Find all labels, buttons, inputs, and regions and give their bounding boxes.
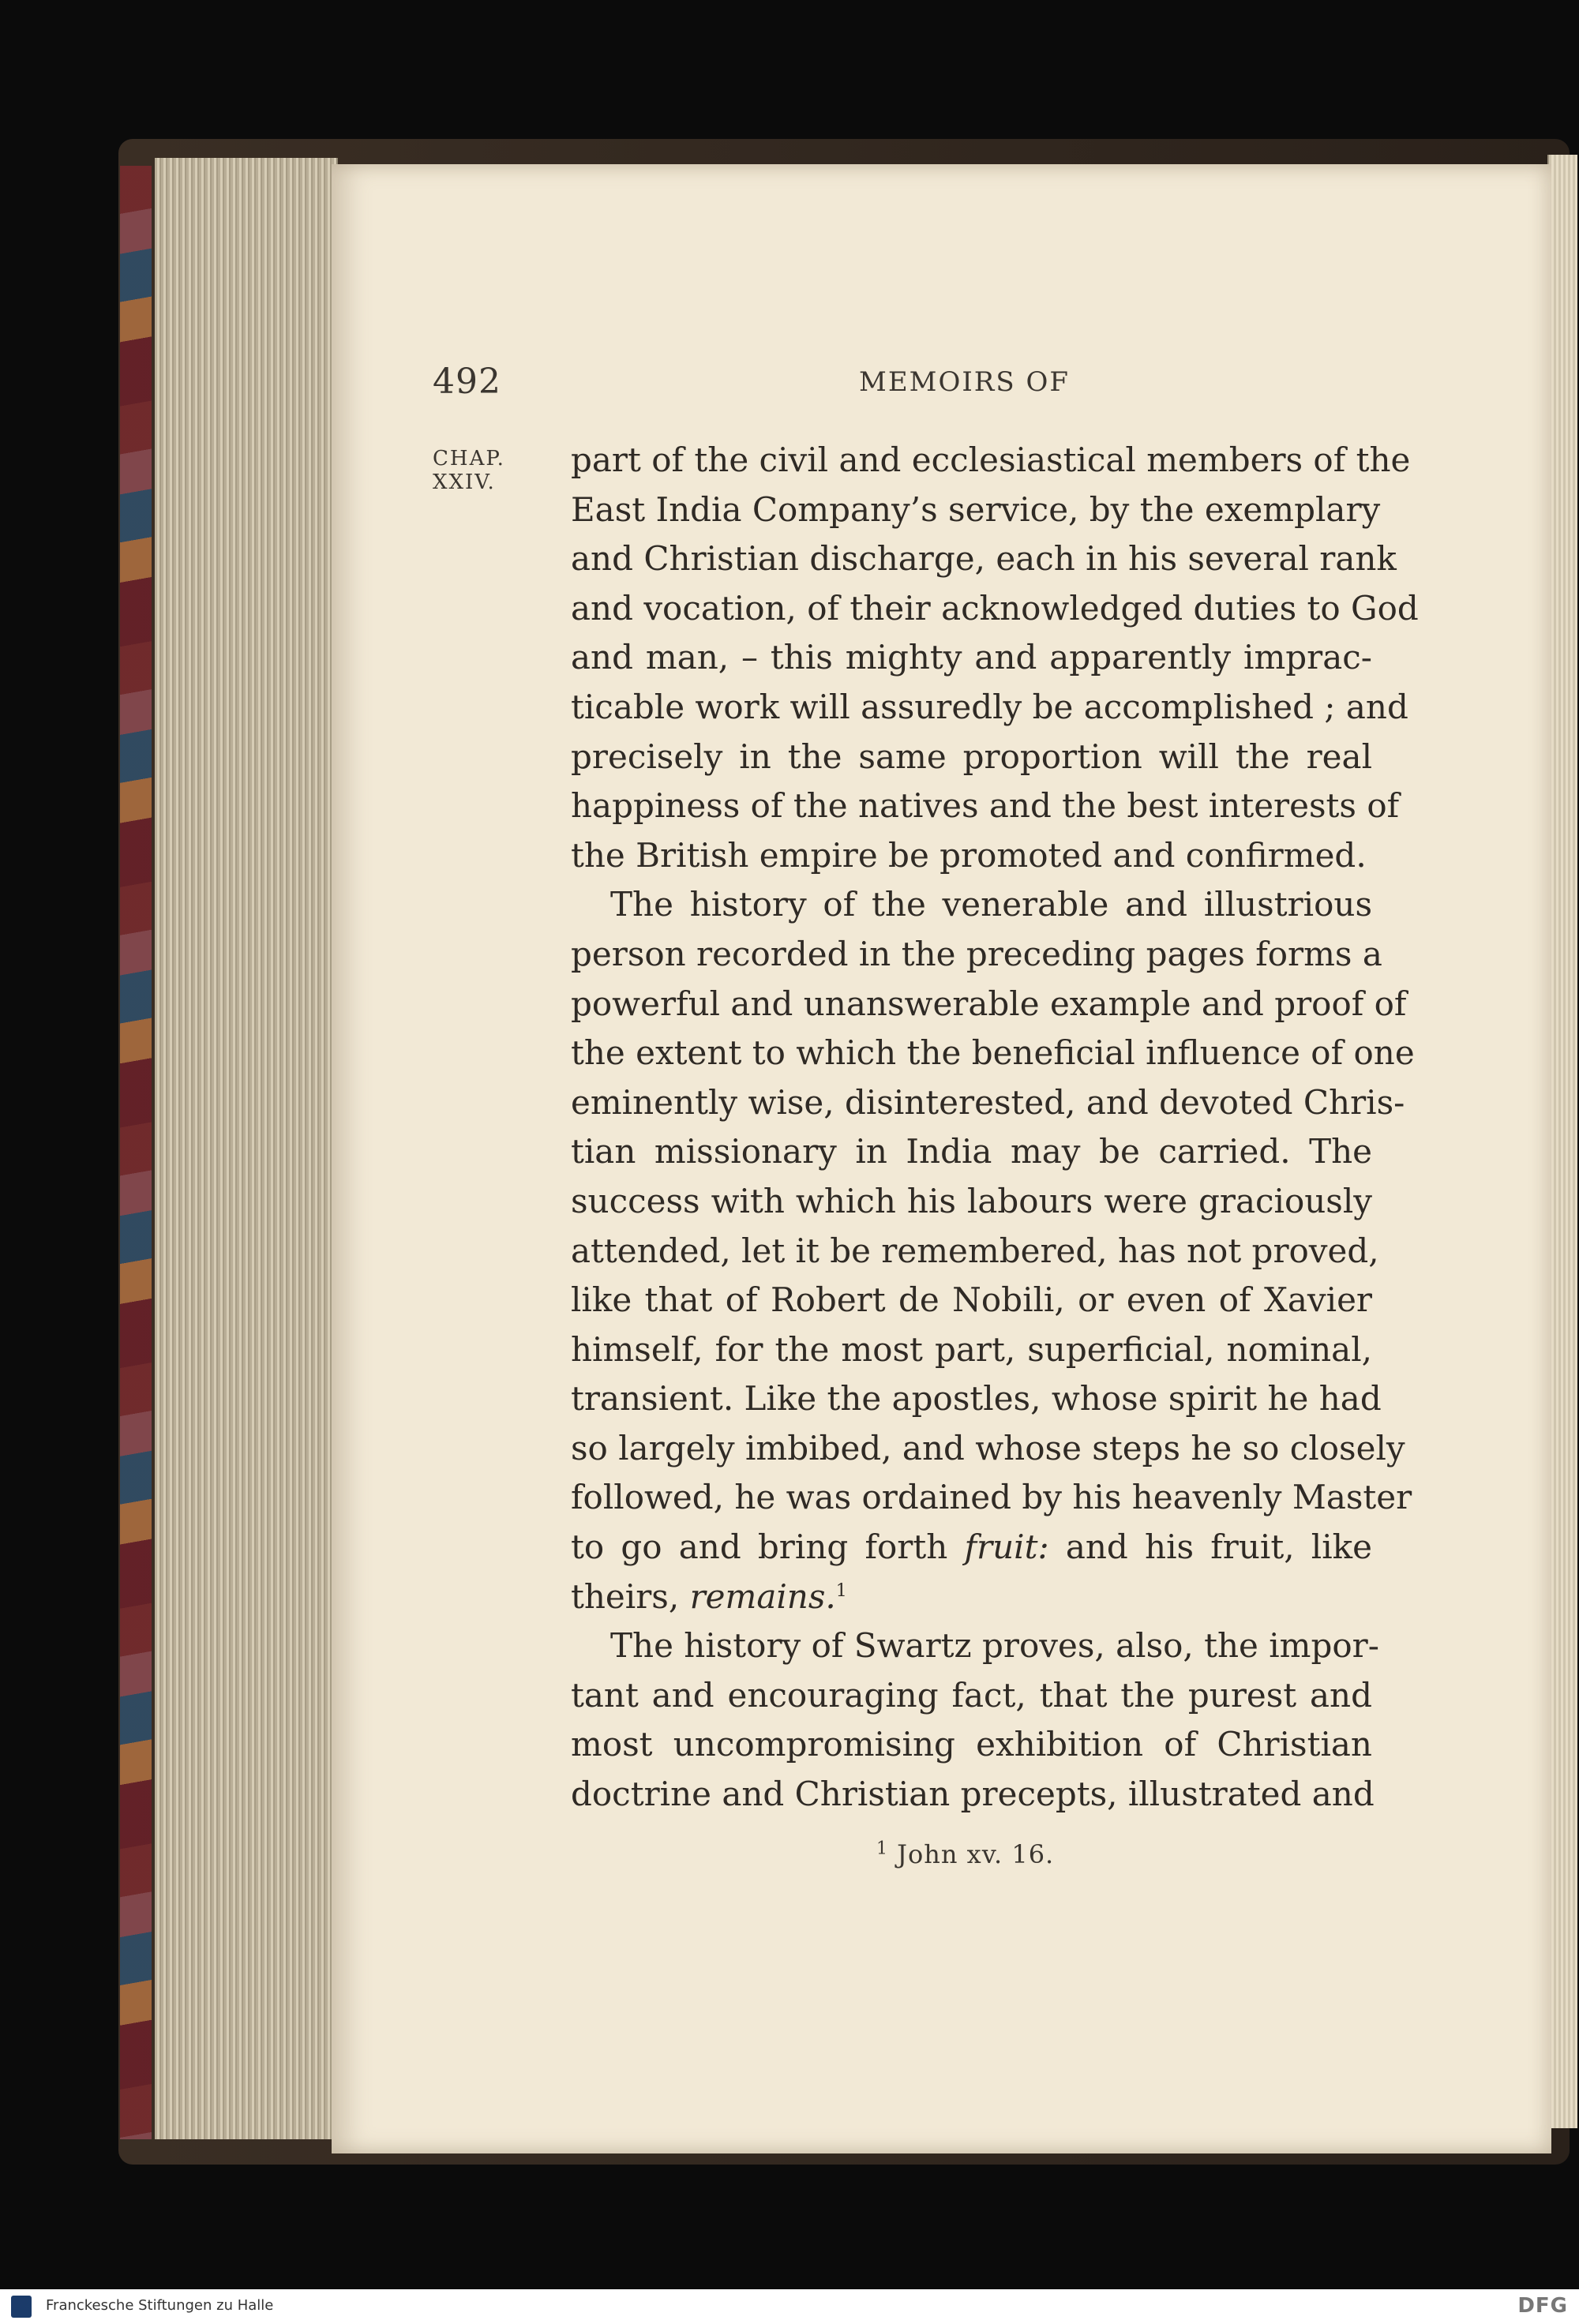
text-line: eminently wise, disinterested, and devoted Chris- — [571, 1082, 1405, 1122]
institution-logo-icon — [11, 2296, 32, 2318]
text-line: happiness of the natives and the best interests of — [571, 786, 1400, 826]
italic-fruit: fruit: — [964, 1527, 1049, 1567]
text-line: the extent to which the beneficial influence of one — [571, 1033, 1415, 1073]
text-line — [571, 1572, 1372, 1622]
chapter-label-line1: CHAP. — [433, 447, 505, 470]
chapter-label-line2: XXIV. — [433, 470, 496, 494]
text-line: and man, – this mighty and apparently imprac- — [571, 638, 1372, 677]
text-line: so largely imbibed, and whose steps he so closely — [571, 1428, 1405, 1467]
text-line: most uncompromising exhibition of Christian — [571, 1725, 1372, 1764]
text-line: precisely in the same proportion will the real — [571, 737, 1372, 776]
text-segment: to go and bring forth — [571, 1527, 948, 1567]
running-title: MEMOIRS OF — [859, 366, 1070, 398]
text-line: powerful and unanswerable example and proof of — [571, 984, 1407, 1023]
footer-brand: DFG — [1517, 2294, 1568, 2318]
marbled-endpaper — [120, 166, 152, 2139]
text-line: transient. Like the apostles, whose spirit he had — [571, 1379, 1382, 1419]
text-line: attended, let it be remembered, has not proved, — [571, 1231, 1379, 1270]
text-line: part of the civil and ecclesiastical members of the — [571, 440, 1411, 479]
footer-bar — [0, 2289, 1579, 2324]
text-line: followed, he was ordained by his heavenly Master — [571, 1478, 1412, 1517]
page-header — [433, 362, 1372, 409]
text-line: The history of the venerable and illustrious — [610, 885, 1372, 924]
footnote-number: 1 — [876, 1839, 888, 1859]
italic-remains: remains. — [689, 1576, 836, 1616]
text-line: himself, for the most part, superficial, nominal, — [571, 1329, 1372, 1369]
text-line: The history of Swartz proves, also, the impor- — [610, 1626, 1379, 1666]
text-line: success with which his labours were graciously — [571, 1181, 1372, 1220]
text-line: tian missionary in India may be carried. The — [571, 1132, 1372, 1171]
text-segment: theirs, — [571, 1576, 680, 1616]
text-line: and vocation, of their acknowledged duties to God — [571, 588, 1419, 628]
text-line: and Christian discharge, each in his several rank — [571, 539, 1397, 579]
footnote — [876, 1839, 1054, 1869]
text-line — [571, 1523, 1372, 1572]
text-line: East India Company’s service, by the exemplary — [571, 489, 1381, 529]
footnote-marker: 1 — [835, 1580, 847, 1601]
text-line: the British empire be promoted and confirmed. — [571, 835, 1367, 875]
footnote-text: John xv. 16. — [897, 1839, 1055, 1869]
text-line: person recorded in the preceding pages forms a — [571, 934, 1382, 973]
text-line: like that of Robert de Nobili, or even of Xavier — [571, 1280, 1372, 1320]
footer-credit: Franckesche Stiftungen zu Halle — [46, 2297, 274, 2314]
text-line: tant and encouraging fact, that the purest and — [571, 1675, 1372, 1715]
text-line: ticable work will assuredly be accomplished ; and — [571, 687, 1408, 726]
page-edges-left — [155, 158, 338, 2139]
text-line: doctrine and Christian precepts, illustrated and — [571, 1775, 1375, 1814]
body-text — [571, 436, 1419, 1820]
page-edges-right — [1547, 155, 1577, 2128]
chapter-label — [433, 447, 551, 494]
page-number: 492 — [433, 362, 501, 402]
text-segment: and his fruit, like — [1065, 1527, 1372, 1567]
